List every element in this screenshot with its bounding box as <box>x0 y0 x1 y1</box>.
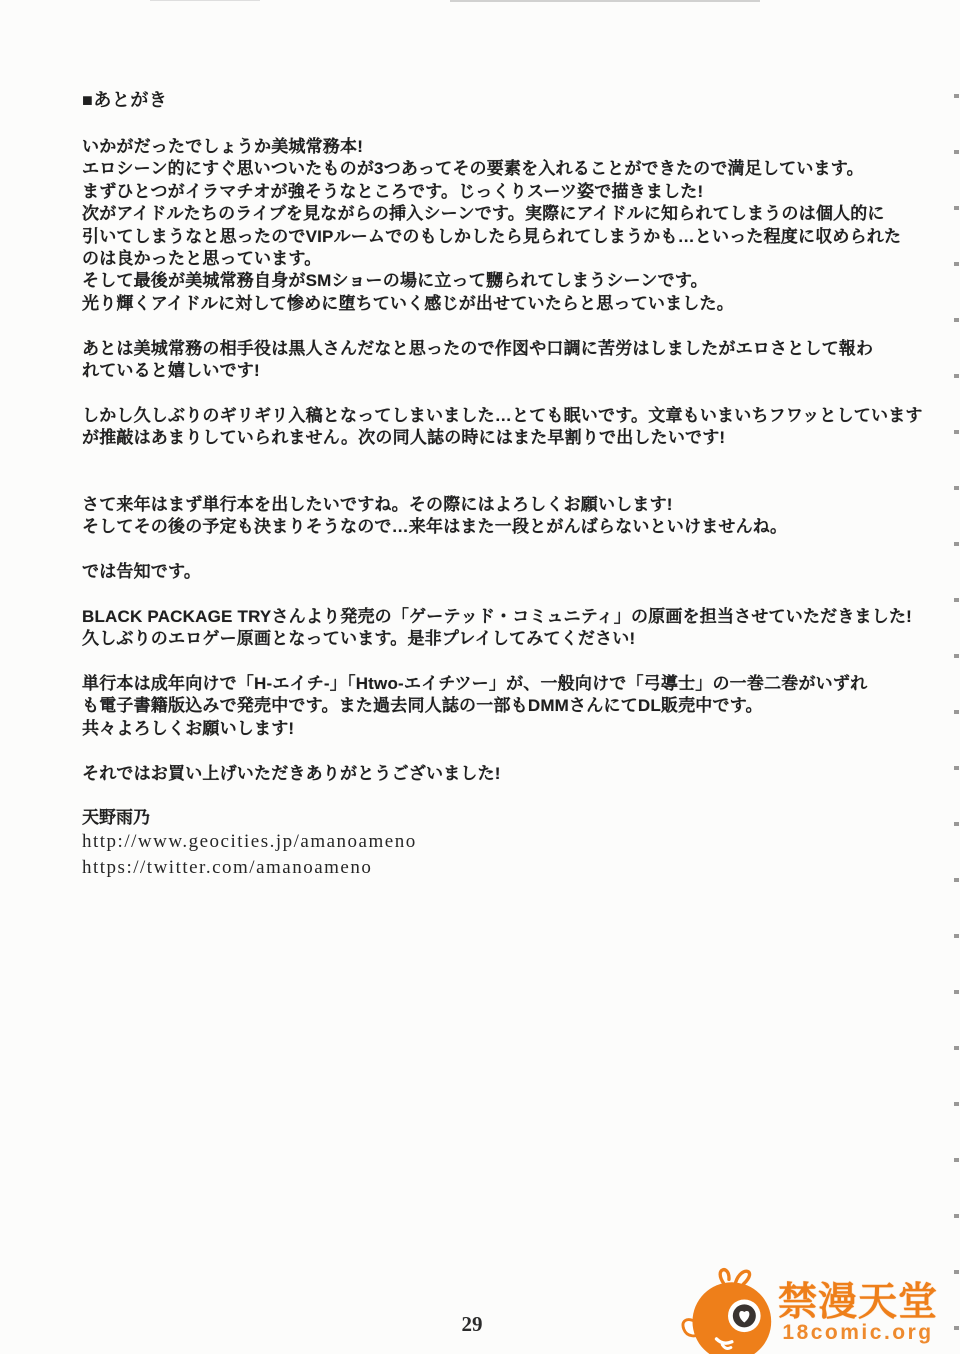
paragraph-intro <box>82 136 901 315</box>
text-line: 単行本は成年向けで「H-エイチ-」「Htwo-エイチツー」が、一般向けで「弓導士」の一巻二巻がいずれ <box>82 674 868 693</box>
paragraph-announcement-lead <box>82 561 201 583</box>
watermark-site-domain: 18comic.org <box>782 1321 934 1344</box>
text-line: も電子書籍版込みで発売中です。また過去同人誌の一部もDMMさんにてDL販売中です。 <box>82 696 763 716</box>
text-line: 光り輝くアイドルに対して惨めに堕ちていく感じが出せていたらと思っていました。 <box>82 293 734 313</box>
afterword-heading: ■あとがき <box>82 90 168 110</box>
text-line: エロシーン的にすぐ思いついたものが3つあってその要素を入れることができたので満足しています。 <box>82 159 864 179</box>
text-line: のは良かったと思っています。 <box>82 249 322 269</box>
paragraph <box>82 338 873 383</box>
text-line: そして最後が美城常務自身がSMショーの場に立って嬲られてしまうシーンです。 <box>82 271 708 291</box>
text-line: 共々よろしくお願いします! <box>82 718 295 738</box>
page-number: 29 <box>461 1312 483 1336</box>
orange-mascot-icon <box>680 1262 776 1354</box>
text-line: では告知です。 <box>82 562 202 581</box>
text-line: 久しぶりのエロゲー原画となっています。是非プレイしてみてください! <box>82 629 636 649</box>
text-line: いかがだったでしょうか美城常務本! <box>82 137 364 156</box>
text-line: そしてその後の予定も決まりそうなので…来年はまた一段とがんばらないといけませんね。 <box>82 517 788 537</box>
paragraph <box>82 405 923 450</box>
paragraph-thanks <box>82 763 501 785</box>
watermark-text <box>778 1262 938 1344</box>
text-line: 引いてしまうなと思ったのでVIPルームでのもしかしたら見られてしまうかも…といった程度に収められた <box>82 226 902 246</box>
text-line: 次がアイドルたちのライブを見ながらの挿入シーンです。実際にアイドルに知られてしまうのは個人的に <box>82 204 885 224</box>
scan-edge-marks <box>954 42 959 1354</box>
text-line: あとは美城常務の相手役は黒人さんだなと思ったので作図や口調に苦労はしましたがエロさとして報わ <box>82 339 874 358</box>
scan-artifact <box>150 0 260 1</box>
signature-block <box>82 806 417 881</box>
paragraph-announcement <box>82 606 912 651</box>
watermark-site-name: 禁漫天堂 <box>778 1281 939 1324</box>
watermark <box>680 1262 938 1354</box>
author-name: 天野雨乃 <box>82 808 150 827</box>
text-line: れていると嬉しいです! <box>82 361 260 381</box>
twitter-url: https://twitter.com/amanoameno <box>82 857 373 878</box>
text-line: が推敲はあまりしていられません。次の同人誌の時にはまた早割りで出したいです! <box>82 428 726 448</box>
text-line: さて来年はまず単行本を出したいですね。その際にはよろしくお願いします! <box>82 495 673 514</box>
text-line: しかし久しぶりのギリギリ入稿となってしまいました…とても眠いです。文章もいまいちフワッとしています <box>82 406 923 425</box>
homepage-url: http://www.geocities.jp/amanoameno <box>82 831 417 852</box>
text-line: まずひとつがイラマチオが強そうなところです。じっくりスーツ姿で描きました! <box>82 181 704 201</box>
paragraph-books <box>82 673 867 740</box>
text-line: それではお買い上げいただきありがとうございました! <box>82 764 501 783</box>
text-line: BLACK PACKAGE TRYさんより発売の「ゲーテッド・コミュニティ」の原画を担当させていただきました! <box>82 607 913 626</box>
scan-artifact <box>450 0 760 2</box>
paragraph <box>82 494 787 539</box>
